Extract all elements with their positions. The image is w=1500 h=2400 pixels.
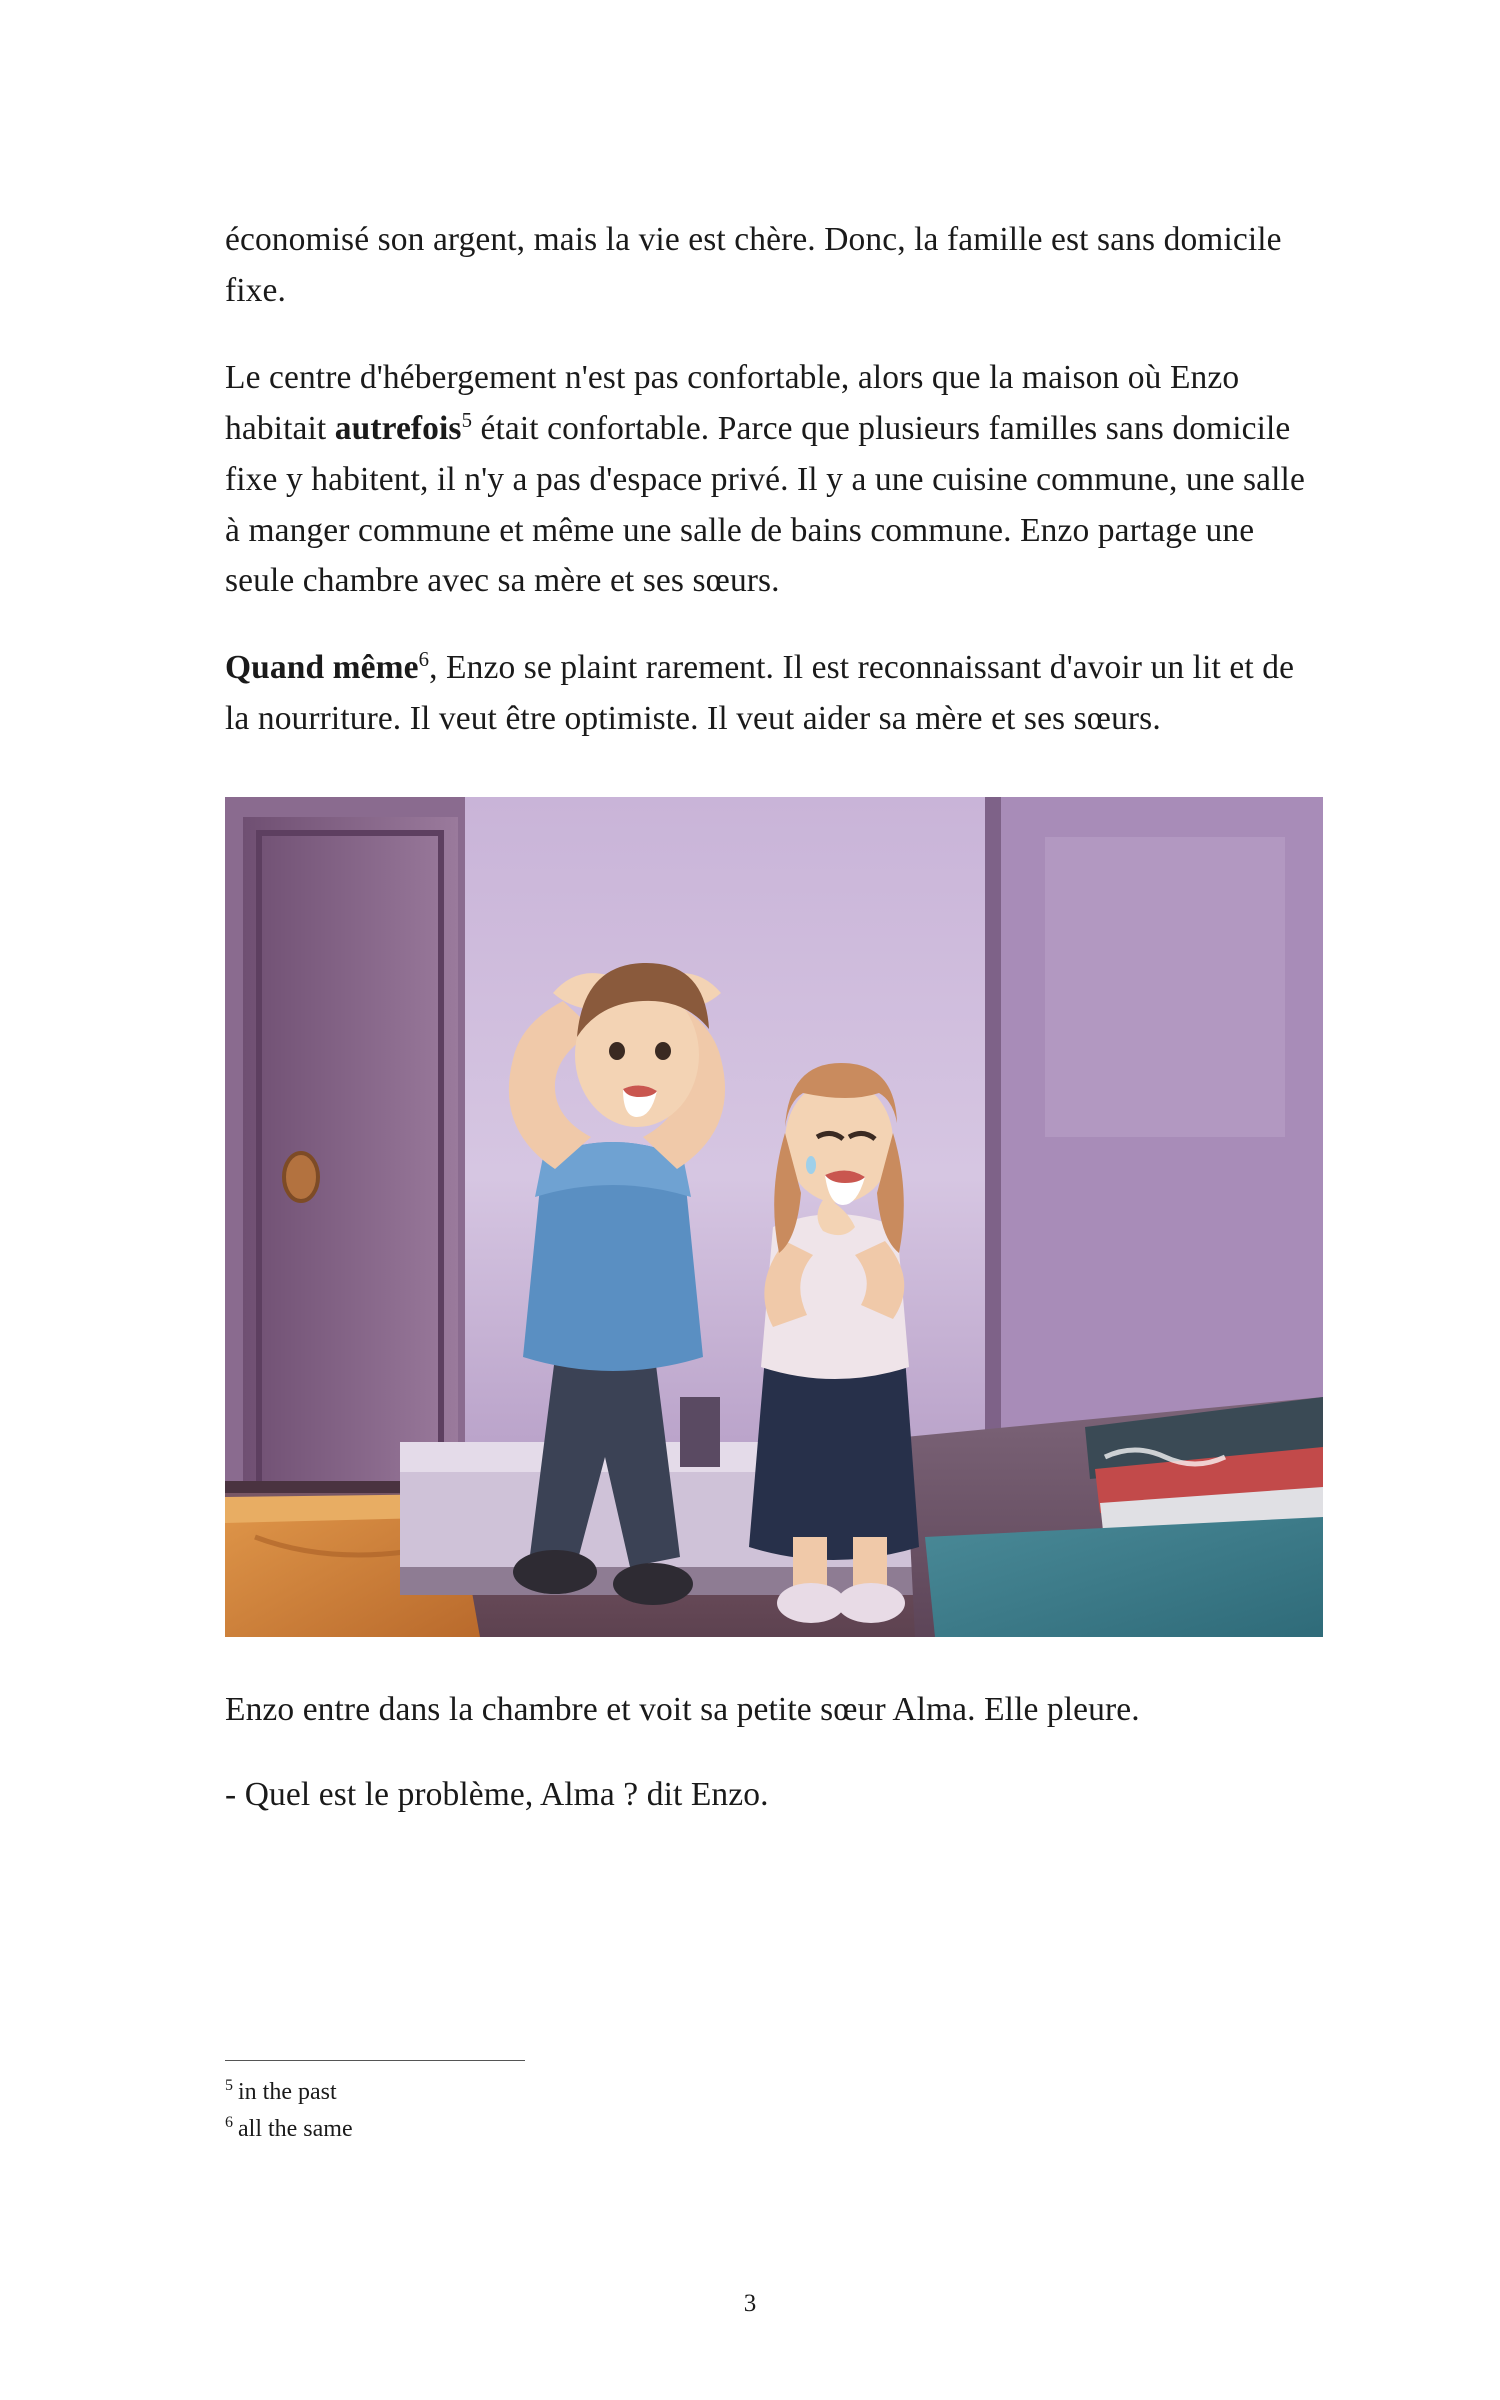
footnote-6-mark: 6 <box>225 2113 233 2131</box>
footnote-5-mark: 5 <box>225 2077 233 2094</box>
paragraph-4-text: Enzo entre dans la chambre et voit sa petite sœur Alma. Elle pleure. <box>225 1691 1140 1729</box>
footnote-ref-6[interactable]: 6 <box>418 648 430 672</box>
illustration-bedroom-scene <box>225 797 1323 1637</box>
page-body <box>225 215 1325 1855</box>
footnote-area <box>225 2060 1325 2149</box>
keyword-autrefois: autrefois <box>334 409 462 447</box>
keyword-quand-meme: Quand même <box>225 649 419 687</box>
paragraph-4 <box>225 1685 1325 1736</box>
footnote-ref-5[interactable]: 5 <box>461 408 473 432</box>
paragraph-3-text: , Enzo se plaint rarement. Il est reconnaissant d'avoir un lit et de la nourriture. Il veut être optimiste. Il veut aider sa mère et ses sœurs. <box>225 649 1295 738</box>
paragraph-1-text: économisé son argent, mais la vie est chère. Donc, la famille est sans domicile fixe. <box>225 221 1282 309</box>
paragraph-2-text-part-2: était confortable. Parce que plusieurs familles sans domicile fixe y habitent, il n'y a pas d'espace privé. Il y a une cuisine commune, une salle à manger commune et même une salle de bains commune. Enzo partage une seule chambre avec sa mère et ses sœurs. <box>225 409 1305 600</box>
footnote-5-text: in the past <box>238 2079 337 2105</box>
footnote-6-text: all the same <box>238 2115 353 2142</box>
paragraph-2-text-part-1: Le centre d'hébergement n'est pas confortable, alors que la maison où Enzo habitait <box>225 358 1240 447</box>
footnote-separator <box>225 2060 525 2061</box>
paragraph-5-text: - Quel est le problème, Alma ? dit Enzo. <box>225 1776 769 1814</box>
footnote-6 <box>225 2112 1325 2147</box>
illustration-svg <box>225 797 1323 1637</box>
page-number: 3 <box>743 2290 757 2317</box>
paragraph-2 <box>225 353 1325 608</box>
footnote-5 <box>225 2075 1325 2110</box>
paragraph-3 <box>225 643 1325 745</box>
caption-block <box>225 1685 1325 1821</box>
paragraph-1 <box>225 215 1325 317</box>
paragraph-5-dialogue <box>225 1770 1325 1821</box>
